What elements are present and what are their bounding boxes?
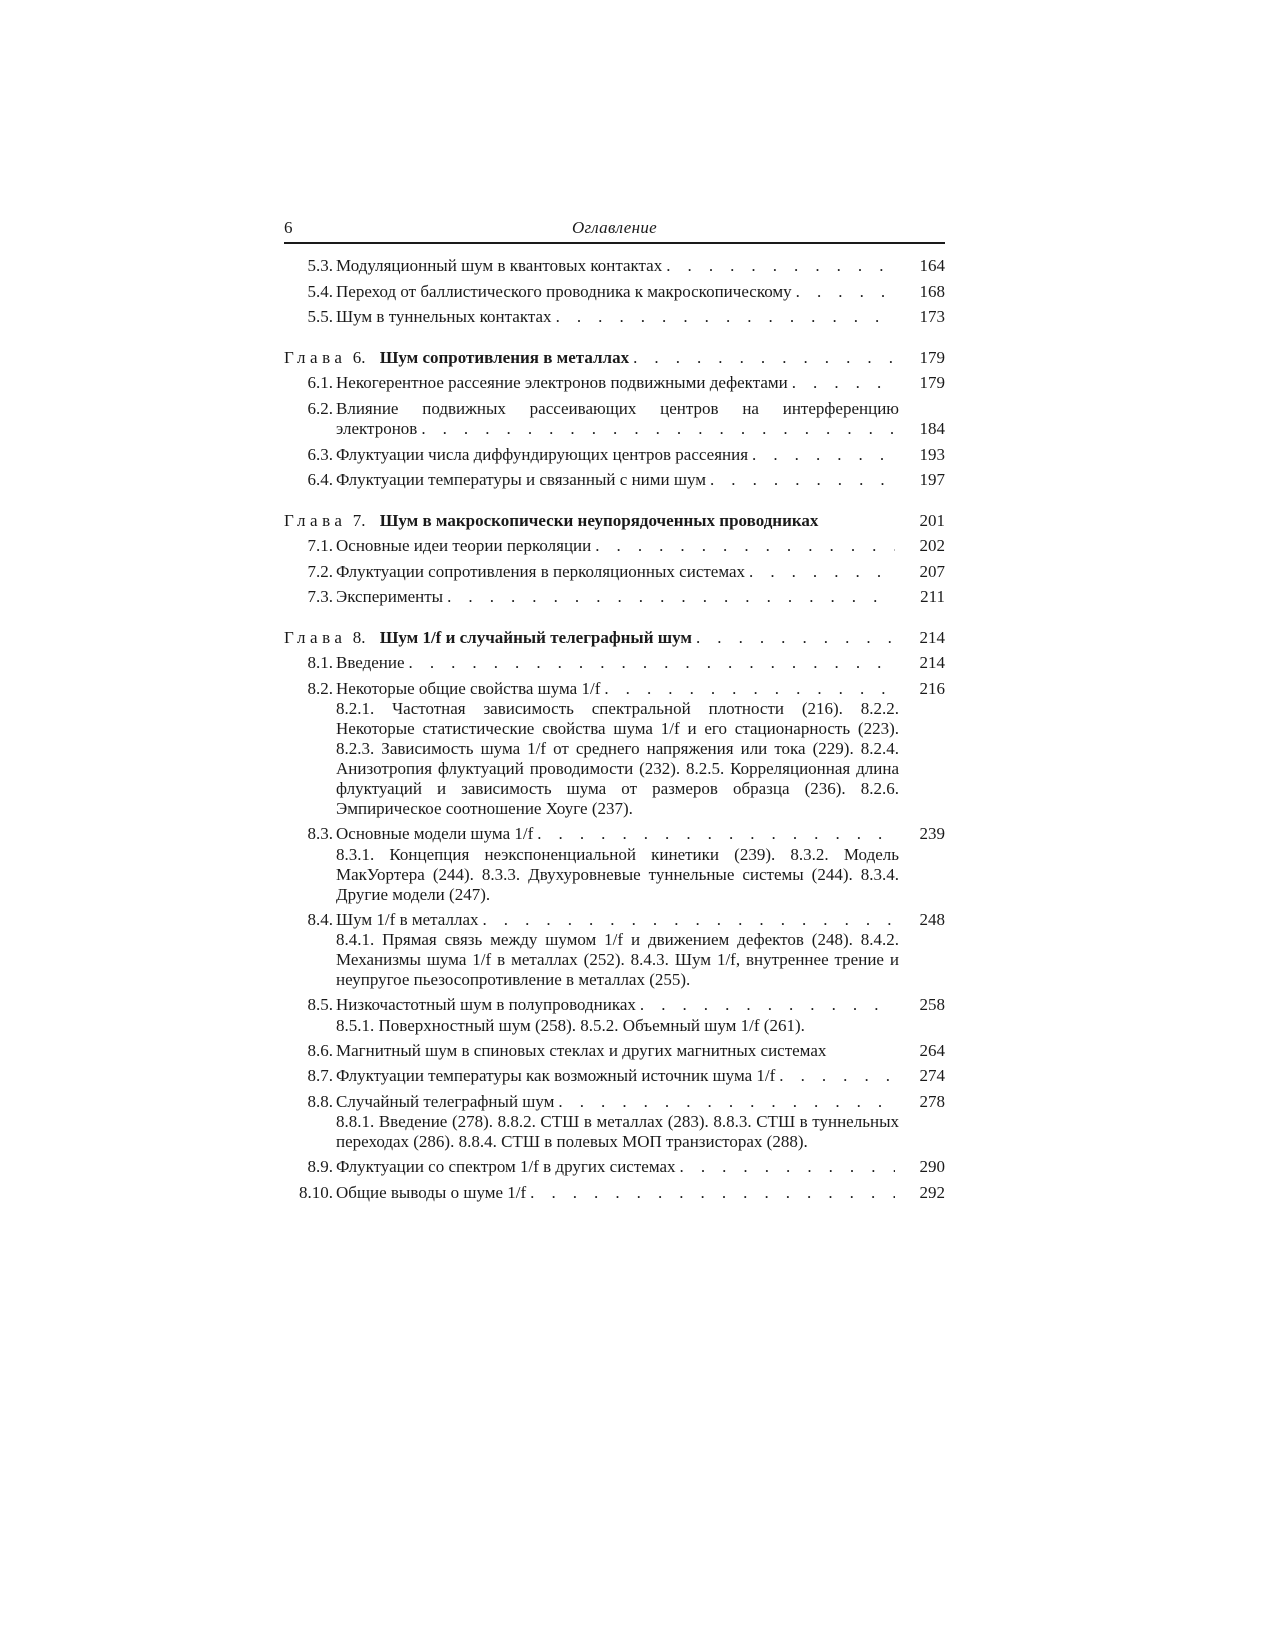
page-ref: 290 — [919, 1157, 945, 1176]
page-ref: 173 — [919, 307, 945, 326]
chapter-heading[interactable] — [284, 511, 945, 532]
chapter-6 — [284, 348, 945, 491]
chapter-title: Шум 1/f и случайный телеграфный шум — [379, 627, 692, 647]
page-ref: 202 — [919, 536, 945, 555]
section-number: 8.9. — [307, 1157, 333, 1176]
section-title: Магнитный шум в спиновых стеклах и других магнитных системах — [336, 1040, 827, 1060]
section-title: Шум 1/f в металлах — [336, 909, 479, 929]
toc-entry-8-4 — [284, 910, 945, 991]
section-number: 8.1. — [307, 653, 333, 672]
leader-dots — [796, 282, 895, 303]
leader-dots — [640, 995, 895, 1016]
chapter-number: 6. — [352, 347, 366, 367]
page-ref: 211 — [920, 587, 945, 606]
section-number: 8.2. — [307, 678, 333, 698]
page-ref: 264 — [919, 1040, 945, 1060]
toc-entry-5-5[interactable] — [284, 307, 945, 328]
section-number: 6.4. — [307, 470, 333, 489]
chapter-label: Глава — [284, 347, 347, 367]
section-title: Основные модели шума 1/f — [336, 824, 534, 843]
section-number: 6.2. — [307, 398, 333, 418]
section-title: Общие выводы о шуме 1/f — [336, 1182, 527, 1202]
toc-entry-8-10[interactable] — [284, 1183, 945, 1204]
section-title: Некогерентное рассеяние электронов подвижными дефектами — [336, 373, 788, 392]
chapter-7 — [284, 511, 945, 608]
section-number: 8.8. — [307, 1091, 333, 1111]
toc-entry-8-3-title[interactable] — [284, 824, 945, 845]
page-ref: 168 — [919, 281, 945, 301]
chapter-8 — [284, 628, 945, 1204]
section-number: 8.4. — [307, 909, 333, 929]
toc-entry-6-3[interactable] — [284, 445, 945, 466]
subsection-list: 8.5.1. Поверхностный шум (258). 8.5.2. Объемный шум 1/f (261). — [336, 1015, 805, 1035]
section-number: 6.1. — [307, 373, 333, 392]
chapter-heading[interactable] — [284, 348, 945, 369]
chapter-heading[interactable] — [284, 628, 945, 649]
toc-entry-7-2[interactable] — [284, 562, 945, 583]
toc-entry-8-9[interactable] — [284, 1157, 945, 1178]
toc-entry-8-2-title[interactable] — [284, 679, 945, 700]
section-number: 5.3. — [307, 256, 333, 275]
running-title: Оглавление — [571, 218, 658, 237]
leader-dots — [409, 653, 895, 674]
page-number: 6 — [284, 218, 293, 237]
toc-entry-8-4-title[interactable] — [284, 910, 945, 931]
page-ref: 214 — [919, 627, 945, 647]
chapter-number: 8. — [352, 627, 366, 647]
leader-dots — [558, 1092, 895, 1113]
section-number: 8.6. — [307, 1040, 333, 1060]
section-title: Случайный телеграфный шум — [336, 1091, 555, 1111]
leader-dots — [556, 307, 895, 328]
toc-entry-8-6[interactable] — [284, 1041, 945, 1062]
toc-entry-5-3[interactable] — [284, 256, 945, 277]
toc-entry-8-5-title[interactable] — [284, 995, 945, 1016]
leader-dots — [710, 470, 895, 491]
section-title: Низкочастотный шум в полупроводниках — [336, 995, 636, 1014]
section-title: Некоторые общие свойства шума 1/f — [336, 678, 601, 698]
section-title: Флуктуации числа диффундирующих центров рассеяния — [336, 444, 749, 464]
toc-entry-6-1[interactable] — [284, 373, 945, 394]
chapter-title: Шум в макроскопически неупорядоченных проводниках — [379, 510, 819, 530]
toc-entry-6-2[interactable] — [284, 399, 945, 440]
leader-dots — [680, 1157, 895, 1178]
toc-entry-5-4[interactable] — [284, 282, 945, 303]
page-ref: 239 — [919, 824, 945, 843]
section-title: Флуктуации со спектром 1/f в других системах — [336, 1157, 676, 1176]
section-number: 8.3. — [307, 824, 333, 843]
subsection-list: 8.4.1. Прямая связь между шумом 1/f и движением дефектов (248). 8.4.2. Механизмы шума 1/f в металлах (252). 8.4.3. Шум 1/f, внутреннее трение и неупругое пьезосопротивление в металлах (255). — [336, 930, 899, 989]
page-ref: 164 — [919, 256, 945, 275]
section-title: Шум в туннельных контактах — [336, 307, 552, 326]
leader-dots — [633, 348, 895, 369]
section-title: Введение — [336, 653, 405, 672]
page-ref: 258 — [919, 995, 945, 1014]
toc-page — [284, 216, 945, 1208]
chapter-title: Шум сопротивления в металлах — [379, 347, 630, 367]
leader-dots — [447, 587, 895, 608]
page-ref: 197 — [919, 470, 945, 489]
section-number: 6.3. — [307, 444, 333, 464]
toc-entry-8-3 — [284, 824, 945, 905]
section-number: 8.7. — [307, 1066, 333, 1085]
section-number: 7.1. — [307, 536, 333, 555]
page-ref: 274 — [919, 1066, 945, 1085]
section-title: Эксперименты — [336, 587, 444, 606]
section-number: 5.4. — [307, 281, 333, 301]
toc-entry-8-8-title[interactable] — [284, 1092, 945, 1113]
table-of-contents — [284, 256, 945, 1203]
section-title-line1: Влияние подвижных рассеивающих центров на интерференцию — [336, 398, 899, 418]
section-title: Модуляционный шум в квантовых контактах — [336, 256, 663, 275]
toc-entry-8-1[interactable] — [284, 653, 945, 674]
section-title: Основные идеи теории перколяции — [336, 536, 592, 555]
section-title: Переход от баллистического проводника к макроскопическому — [336, 281, 792, 301]
page-ref: 184 — [919, 419, 945, 438]
page-header — [284, 216, 945, 244]
section-title: Флуктуации температуры и связанный с ними шум — [336, 470, 706, 489]
toc-entry-6-4[interactable] — [284, 470, 945, 491]
section-title: Флуктуации сопротивления в перколяционных системах — [336, 561, 746, 581]
leader-dots — [749, 562, 895, 583]
section-title-line2: электронов — [336, 419, 418, 438]
section-title: Флуктуации температуры как возможный источник шума 1/f — [336, 1066, 776, 1085]
page-ref: 201 — [919, 510, 945, 530]
chapter-label: Глава — [284, 510, 347, 530]
leader-dots — [752, 445, 895, 466]
section-number: 8.5. — [307, 995, 333, 1014]
toc-entry-7-1[interactable] — [284, 536, 945, 557]
leader-dots — [421, 419, 895, 440]
page-ref: 179 — [919, 347, 945, 367]
leader-dots — [604, 679, 895, 700]
page-ref: 292 — [919, 1182, 945, 1202]
section-number: 7.3. — [307, 587, 333, 606]
subsection-list: 8.2.1. Частотная зависимость спектральной плотности (216). 8.2.2. Некоторые статистические свойства шума 1/f и его стационарность (223). 8.2.3. Зависимость шума 1/f от среднего напряжения или тока (229). 8.2.4. Анизотропия флуктуаций проводимости (232). 8.2.5. Корреляционная длина флуктуаций и зависимость шума от размеров образца (236). 8.2.6. Эмпирическое соотношение Хоуге (237). — [336, 699, 899, 818]
chapter-number: 7. — [352, 510, 366, 530]
leader-dots — [530, 1183, 895, 1204]
leader-dots — [537, 824, 895, 845]
page-ref: 214 — [919, 653, 945, 672]
page-ref: 179 — [919, 373, 945, 392]
section-number: 7.2. — [307, 561, 333, 581]
toc-entry-7-3[interactable] — [284, 587, 945, 608]
leader-dots — [779, 1066, 895, 1087]
page-ref: 278 — [919, 1091, 945, 1111]
leader-dots — [792, 373, 895, 394]
leader-dots — [483, 910, 896, 931]
subsection-list: 8.3.1. Концепция неэкспоненциальной кинетики (239). 8.3.2. Модель МакУортера (244). 8.3.3. Двухуровневые туннельные системы (244). 8.3.4. Другие модели (247). — [336, 844, 899, 904]
page-ref: 193 — [919, 444, 945, 464]
leader-dots — [696, 628, 895, 649]
page-ref: 248 — [919, 909, 945, 929]
toc-entry-8-5 — [284, 995, 945, 1036]
toc-entry-8-2 — [284, 679, 945, 820]
toc-entry-8-7[interactable] — [284, 1066, 945, 1087]
toc-entry-8-8 — [284, 1092, 945, 1153]
subsection-list: 8.8.1. Введение (278). 8.8.2. СТШ в металлах (283). 8.8.3. СТШ в туннельных переходах (286). 8.8.4. СТШ в полевых МОП транзисторах (288). — [336, 1112, 899, 1151]
page-ref: 207 — [919, 561, 945, 581]
leader-dots — [595, 536, 895, 557]
leader-dots — [666, 256, 895, 277]
section-number: 8.10. — [299, 1182, 333, 1202]
chapter-label: Глава — [284, 627, 347, 647]
page-ref: 216 — [919, 678, 945, 698]
section-number: 5.5. — [307, 307, 333, 326]
